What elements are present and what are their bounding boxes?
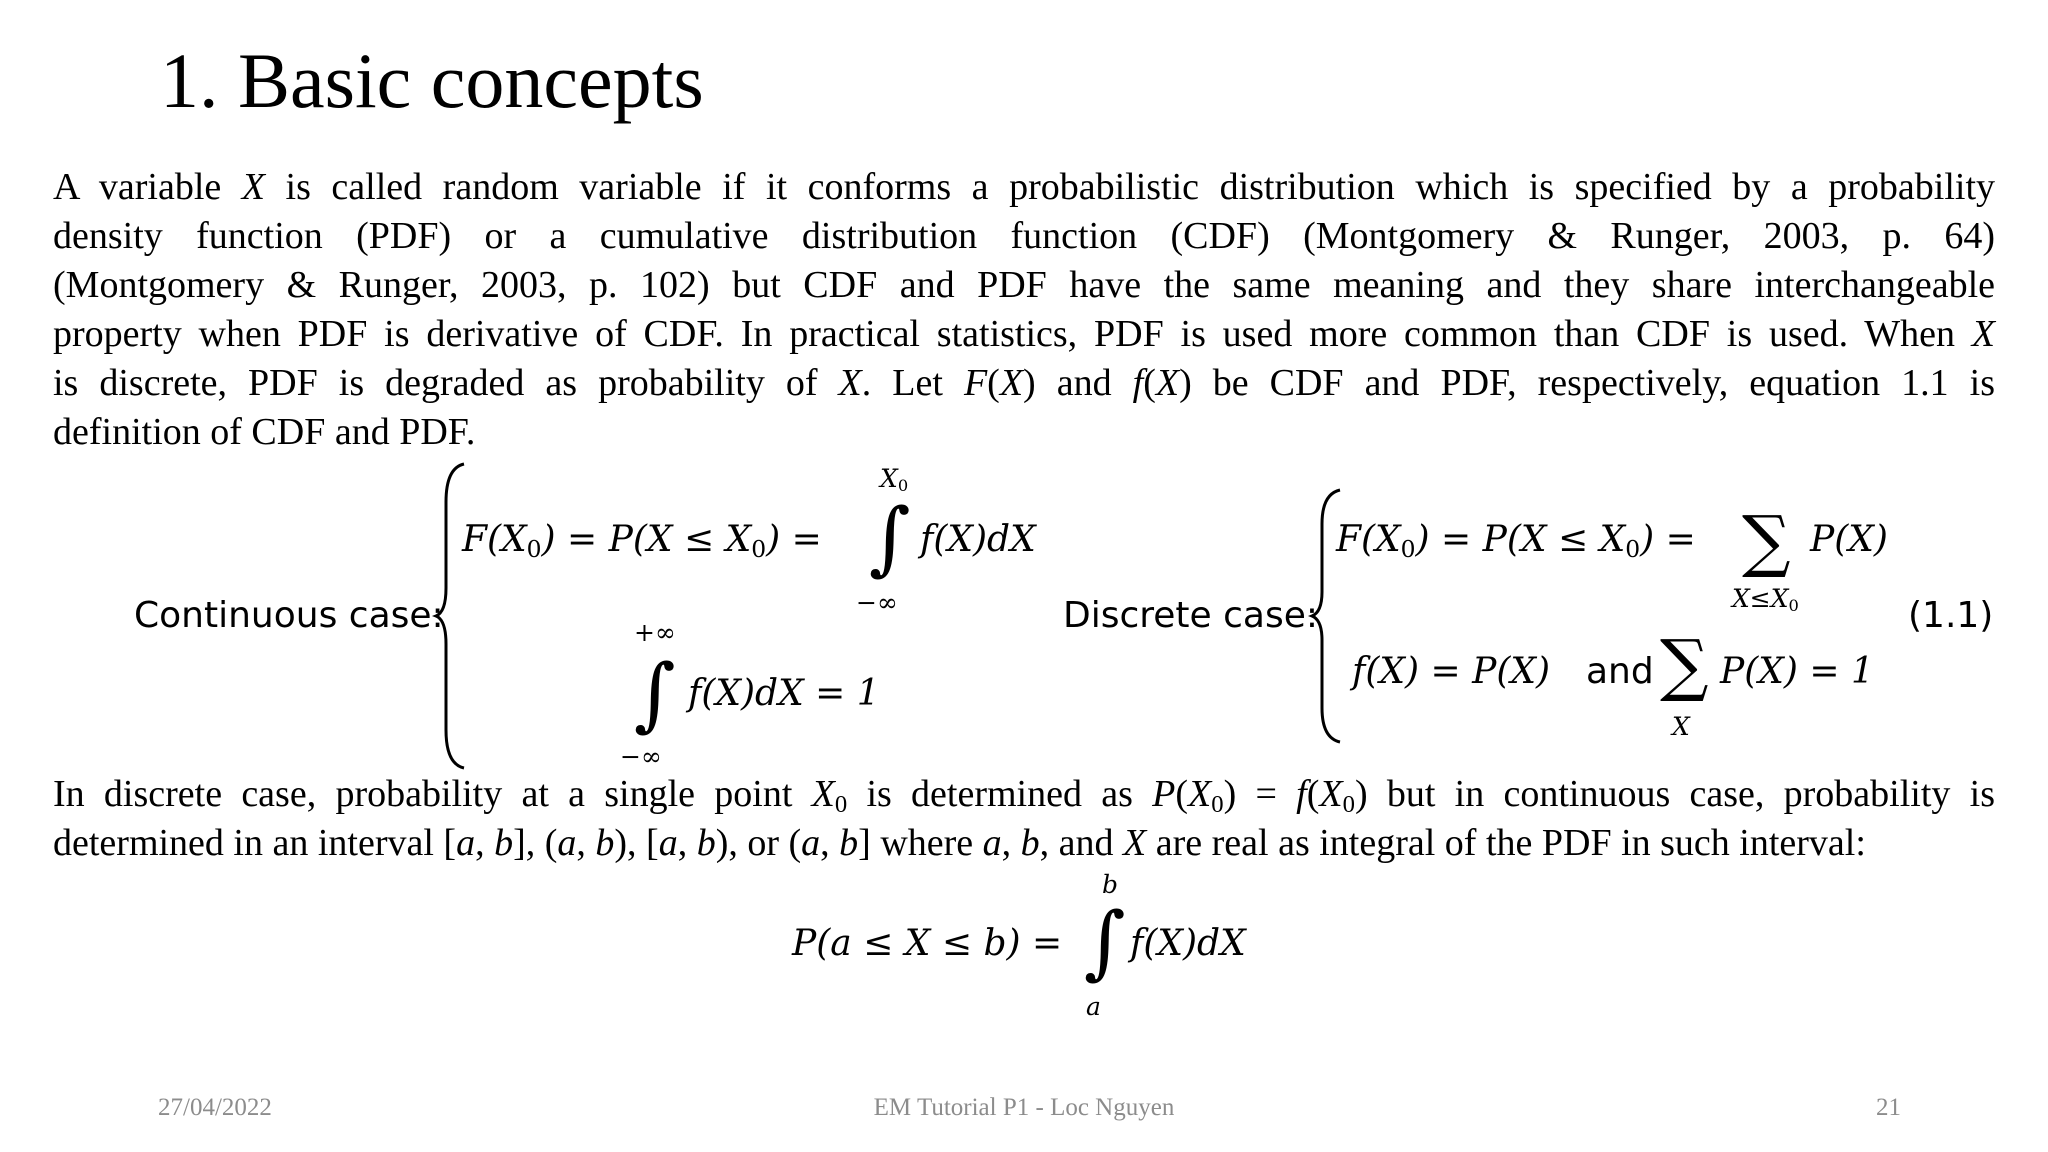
- italic-variable: X: [811, 773, 835, 815]
- text-run: (: [1306, 773, 1320, 815]
- para1-line: [53, 310, 1995, 359]
- para1-line: [53, 212, 1995, 261]
- italic-variable: b: [696, 822, 716, 864]
- text-run: ), or (: [715, 822, 802, 864]
- interval-integral-sign: ∫: [1084, 895, 1126, 988]
- italic-variable: P: [1152, 773, 1176, 815]
- subscript: 0: [834, 791, 848, 819]
- interval-integrand: f(X)dX: [1130, 923, 1246, 964]
- text-run: ) =: [1223, 773, 1297, 815]
- italic-variable: X: [1319, 773, 1343, 815]
- text-run: ,: [820, 822, 840, 864]
- intro-paragraph: [53, 163, 1995, 457]
- text-run: (Montgomery & Runger, 2003, p. 102) but CDF and PDF have the same meaning and they share interchangeable: [53, 264, 1995, 306]
- text-run: ,: [1001, 822, 1021, 864]
- text-run: ) and: [1023, 362, 1133, 404]
- text-run: determined in an interval [: [53, 822, 457, 864]
- italic-variable: F: [963, 362, 988, 404]
- discrete-cdf-sum-sign: ∑: [1742, 502, 1791, 581]
- discrete-cdf-lhs: $F(X_0) = P(X \le X_0)$ =: [1336, 519, 1696, 563]
- text-run: ], (: [513, 822, 558, 864]
- continuous-cdf-integral-sign: ∫: [869, 491, 911, 584]
- footer-title: EM Tutorial P1 - Loc Nguyen: [873, 1094, 1175, 1121]
- continuous-cdf-lower-limit: −∞: [856, 588, 898, 617]
- para2-line: [53, 770, 1995, 819]
- italic-variable: X: [999, 362, 1024, 404]
- text-run: ,: [475, 822, 495, 864]
- footer-page-number: 21: [1876, 1094, 1901, 1121]
- continuous-cdf-upper-limit: $X_0$: [880, 464, 909, 496]
- italic-variable: a: [557, 822, 577, 864]
- discrete-pdf-and: and: [1586, 651, 1654, 692]
- italic-variable: X: [1123, 822, 1147, 864]
- subscript: 0: [1342, 791, 1355, 819]
- continuous-case-label: Continuous case:: [134, 595, 444, 636]
- text-run: ) be CDF and PDF, respectively, equation 1.1 is: [1179, 362, 1996, 404]
- slide-title: 1. Basic concepts: [160, 37, 704, 124]
- text-run: ,: [677, 822, 697, 864]
- continuous-cdf-lhs: $F(X_0) = P(X \le X_0)$ =: [462, 519, 822, 563]
- subscript: 0: [1211, 791, 1224, 819]
- discrete-pdf-definition: f(X) = P(X): [1352, 651, 1551, 692]
- discrete-case-label: Discrete case:: [1063, 595, 1319, 636]
- discrete-pdf-sum-sign: ∑: [1660, 626, 1709, 705]
- continuous-pdf-lower-limit: −∞: [620, 742, 662, 771]
- text-run: (: [1143, 362, 1156, 404]
- text-run: (: [987, 362, 1000, 404]
- italic-variable: f: [1132, 362, 1144, 404]
- interval-probability-lhs: P(a ≤ X ≤ b) =: [792, 923, 1063, 964]
- interval-lower-limit: a: [1086, 992, 1101, 1021]
- text-run: is discrete, PDF is degraded as probability of: [53, 362, 839, 404]
- text-run: is determined as: [847, 773, 1153, 815]
- interval-upper-limit: b: [1102, 870, 1119, 899]
- text-run: , and: [1039, 822, 1124, 864]
- continuous-pdf-normalization: f(X)dX = 1: [688, 673, 880, 714]
- text-run: property when PDF is derivative of CDF. In practical statistics, PDF is used more common than CDF is used. When: [53, 313, 1972, 355]
- text-run: ] where: [858, 822, 983, 864]
- italic-variable: X: [1188, 773, 1212, 815]
- continuous-pdf-upper-limit: +∞: [634, 618, 676, 647]
- italic-variable: a: [801, 822, 821, 864]
- footer-date: 27/04/2022: [158, 1094, 272, 1121]
- italic-variable: X: [1155, 362, 1180, 404]
- text-run: definition of CDF and PDF.: [53, 411, 476, 453]
- text-run: density function (PDF) or a cumulative distribution function (CDF) (Montgomery & Runger, 2003, p. 64): [53, 215, 1995, 257]
- italic-variable: a: [456, 822, 476, 864]
- italic-variable: a: [658, 822, 678, 864]
- italic-variable: a: [982, 822, 1002, 864]
- discrete-cdf-rhs: P(X): [1810, 519, 1888, 560]
- equation-number: (1.1): [1908, 595, 1994, 636]
- discrete-pdf-sum-index: X: [1672, 712, 1690, 741]
- italic-variable: b: [1020, 822, 1040, 864]
- italic-variable: f: [1296, 773, 1307, 815]
- para1-line: [53, 163, 1995, 212]
- italic-variable: b: [595, 822, 615, 864]
- interval-paragraph: [53, 770, 1995, 868]
- continuous-cdf-integrand: f(X)dX: [920, 519, 1036, 560]
- italic-variable: b: [839, 822, 859, 864]
- continuous-left-brace: [434, 462, 468, 770]
- text-run: ) but in continuous case, probability is: [1354, 773, 1995, 815]
- para2-line: [53, 819, 1995, 868]
- italic-variable: b: [494, 822, 514, 864]
- text-run: (: [1175, 773, 1189, 815]
- text-run: A variable: [53, 166, 242, 208]
- para1-line: [53, 408, 1995, 457]
- italic-variable: X: [1971, 313, 1995, 355]
- italic-variable: X: [241, 166, 266, 208]
- italic-variable: X: [838, 362, 862, 404]
- continuous-pdf-integral-sign: ∫: [634, 647, 676, 740]
- text-run: are real as integral of the PDF in such interval:: [1146, 822, 1866, 864]
- text-run: ,: [576, 822, 596, 864]
- para1-line: [53, 359, 1995, 408]
- text-run: ), [: [614, 822, 659, 864]
- discrete-pdf-normalization: P(X) = 1: [1720, 651, 1874, 692]
- discrete-cdf-sum-index: $X\le X_0$: [1732, 584, 1799, 616]
- text-run: In discrete case, probability at a single point: [53, 773, 812, 815]
- text-run: is called random variable if it conforms a probabilistic distribution which is specified by a probability: [265, 166, 1995, 208]
- para1-line: [53, 261, 1995, 310]
- text-run: . Let: [861, 362, 964, 404]
